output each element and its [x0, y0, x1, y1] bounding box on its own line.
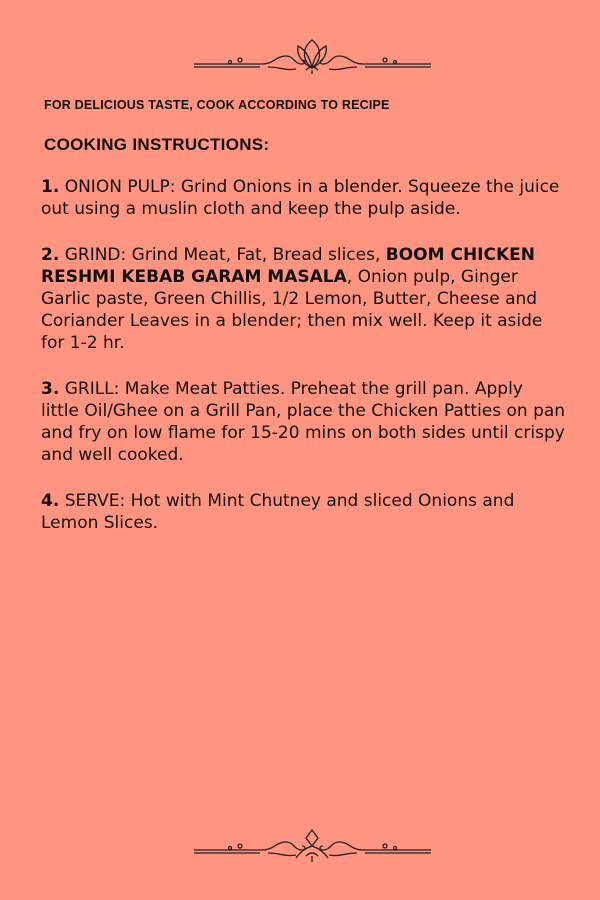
step-label: SERVE: — [64, 491, 126, 511]
step-text-continued: , Onion pulp, Ginger Garlic paste, Green Chillis, 1/2 Lemon, Butter, Cheese and Coriander Leaves in a blender; then mix well. Keep it aside for 1-2 hr. — [41, 267, 543, 353]
instructions-heading: COOKING INSTRUCTIONS: — [44, 135, 270, 154]
step-text: Hot with Mint Chutney and sliced Onions and Lemon Slices. — [41, 491, 515, 533]
step-label: ONION PULP: — [64, 177, 176, 197]
masala-product-name: BOOM CHICKEN RESHMI KEBAB GARAM MASALA — [41, 245, 535, 287]
step-2 — [41, 244, 566, 354]
step-text: Grind Meat, Fat, Bread slices, — [131, 245, 381, 265]
step-1 — [41, 176, 566, 220]
step-number: 4. — [41, 491, 60, 511]
bottom-ornament-icon — [190, 826, 435, 866]
recipe-tagline: FOR DELICIOUS TASTE, COOK ACCORDING TO RECIPE — [44, 98, 390, 112]
step-number: 1. — [41, 177, 60, 197]
step-3 — [41, 378, 566, 466]
step-text: Grind Onions in a blender. Squeeze the juice out using a muslin cloth and keep the pulp aside. — [41, 177, 560, 219]
step-number: 3. — [41, 379, 60, 399]
step-number: 2. — [41, 245, 60, 265]
step-4 — [41, 490, 566, 534]
top-ornament-icon — [190, 36, 435, 76]
step-label: GRIND: — [64, 245, 127, 265]
instruction-steps — [41, 176, 566, 558]
step-label: GRILL: — [64, 379, 120, 399]
step-text: Make Meat Patties. Preheat the grill pan. Apply little Oil/Ghee on a Grill Pan, place the Chicken Patties on pan and fry on low flame for 15-20 mins on both sides until crispy and well cooked. — [41, 379, 566, 465]
